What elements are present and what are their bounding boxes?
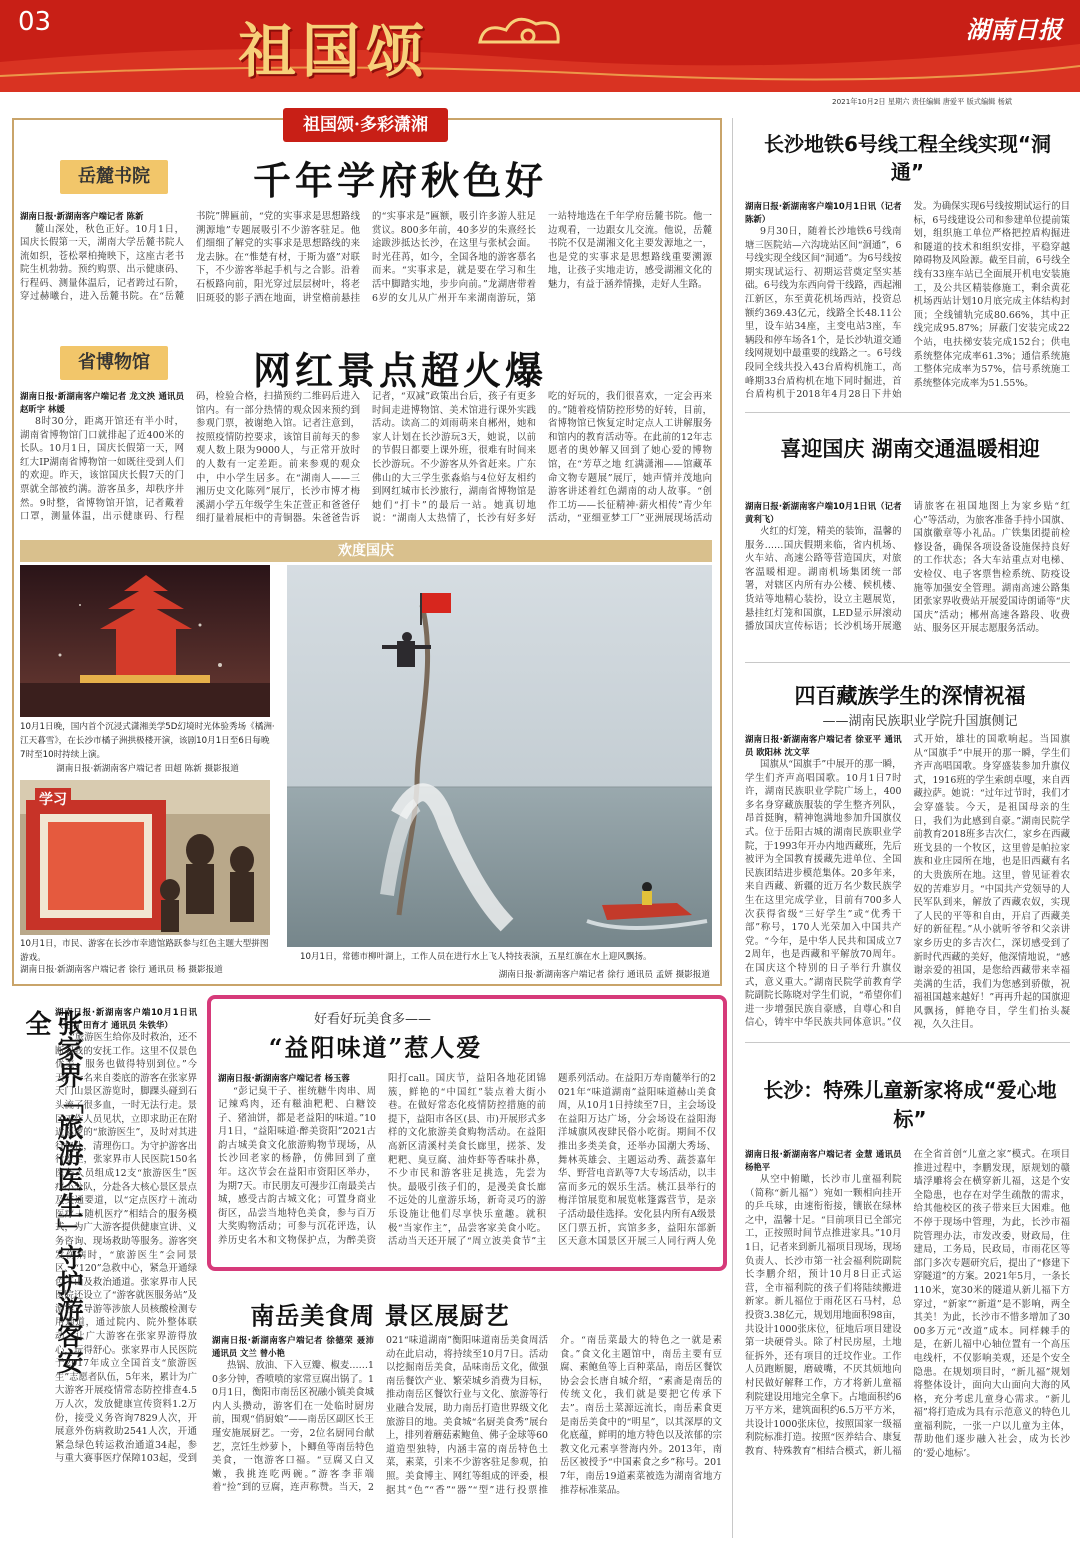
- headline-traffic-text: 喜迎国庆 湖南交通温暖相迎: [780, 437, 1040, 461]
- section-title: 祖国颂: [238, 17, 431, 85]
- headline-changsha-text: 长沙：特殊儿童新家将成“爱心地标”: [763, 1078, 1057, 1131]
- body-zhangjiajie: “旅游医生给你及时救治，还不断叙我的安抚工作。这里不仅景色优美，服务也做得特别到位。”今天，一名来自娄底的游客在张家界天门山景区游览时，脚踝头碰到石头流了很多血，一时无法行走。景区工作人员见状，立即求助正在附近巡逻的“旅游医生”，及时对其进行包扎，清理伤口。为守护游客出行安全，张家界市人民医院150名医务人员组成12支“旅游医生”医疗小分队，分赴各大核心景区景点及交通要道，以“定点医疗＋流动医疗＋随机医疗”相结合的服务模式，为广大游客提供健康宣讲、义务咨询、现场救助等服务。游客突发伤病时，“旅游医生”会同景区、“120”急救中心，紧急开通绿色下山及救治通道。张家界市人民医院还设立了“游客就医服务站”及游客、导游等涉旅人员核酸检测专用通道，通过院内、院外整体联动，让广大游客在张家界游得放心，玩得舒心。张家界市人民医院于2017年成立全国首支“旅游医生”志愿者队伍，5年来，累计为广大游客开展疫情常态防控排查4.5万人次，发放健康宣传资料1.2万份，接受义务咨询7829人次，开展意外伤病救助2541人次，开通紧急绿色转运救治通道34起，参与重大赛事医疗保障103起，受到: [55, 1032, 197, 1465]
- caption-photo1: 10月1日晚，国内首个沉浸式潇湘美学5D幻境时光体验秀场《橘洲·江天暮雪》，在长沙市橘子洲拱极楼开演，该剧10月1日至6日每晚7时至10时持续上演。: [20, 722, 275, 760]
- photo-section-title-bar: [20, 540, 712, 562]
- article-metro: [745, 200, 1070, 405]
- headline-nanyue: 南岳美食周 景区展厨艺: [250, 1301, 510, 1330]
- photo2-sign: 学习: [35, 788, 71, 810]
- body-yuelu: 麓山深处，秋色正好。10月1日，国庆长假第一天，湖南大学岳麓书院人流如织，苍松翠柏掩映下，这座古老书院生机勃勃。预约购票、出示健康码、行程码、测量体温后，记者跨过石阶，穿过赫曦台，进入岳麓书院。在“岳麓书院”牌匾前，“党的实事求是思想路线溯源地”专题展吸引不少游客驻足。他们细细了解党的实事求是思想路线的来龙去脉。在“惟楚有材，于斯为盛”对联下，不少游客举起手机与之合影。沿着石板路向前，阳光穿过层层树叶，将老旧斑驳的影子洒在地面，讲堂檐前悬挂的“实事求是”匾额，吸引许多游人驻足赏议。800多年前，40多岁的朱熹经长途跋涉抵达长沙，在这里与张栻会面。时光荏苒，如今，全国各地的游客慕名而来。“实事求是，就是要在学习和生活中脚踏实地，步步向前。”龙湖唐带着6岁的女儿从广州开车来湖南游玩，第一站特地选在千年学府岳麓书院。他一边观看，一边跟女儿交流。他说，岳麓书院不仅是湖湘文化主要发源地之一，也是党的实事求是思想路线重要溯源地，让孩子实地走访，感受湖湘文化的魅力，有益于涵养情操，走好人生路。: [20, 211, 712, 304]
- headline-tibetan: 四百藏族学生的深情祝福: [794, 684, 1026, 708]
- caption-photo3: 10月1日，常德市柳叶湖上，工作人员在进行水上飞人特技表演，五星红旗在水上迎风飘扬。: [300, 952, 652, 962]
- byline-tibetan: 湖南日报·新湖南客户端记者 徐亚平 通讯员 欧阳林 沈文苹: [745, 734, 902, 757]
- byline-nanyue: 湖南日报·新湖南客户端记者 徐德荣 聂沛 通讯员 文兰 曾小艳: [212, 1335, 374, 1358]
- article-changsha: [745, 1148, 1070, 1543]
- divider-traffic: [745, 662, 1070, 663]
- headline-changsha: [755, 1076, 1065, 1134]
- headline-museum: 网红景点超火爆: [252, 348, 547, 393]
- article-zhangjiajie: [55, 1006, 197, 1466]
- article-yuelu: [20, 210, 712, 338]
- lead-banner-label: 祖国颂·多彩潇湘: [303, 115, 428, 135]
- subhead-tibetan: ——湖南民族职业学院升国旗侧记: [822, 714, 1018, 729]
- article-traffic: [745, 500, 1070, 652]
- tag-museum-label: 省博物馆: [78, 352, 150, 373]
- byline-zhangjiajie: 湖南日报·新湖南客户端10月1日讯（记者 田育才 通讯员 朱铁华）: [55, 1007, 197, 1030]
- body-changsha: 从空中俯瞰，长沙市儿童福利院（简称“新儿福”）宛如一颗相向挂开的乒乓球，由速衔衔接，镶嵌在绿林之中，温馨十足。“目前项目已全部完工，正按照时间节点推进家具。”10月1日，记者来到新儿福项目现场，现场负责人、长沙市第一社会福利院副院长李鹏介绍，预计10月8日正式运营，全市福利院的孩子们将陆续搬进新家。新儿福位于雨花区石马村，总投资3.38亿元，规划用地面积98亩，共设计1000张床位，征地后项目建设第一块硬骨头。除了村民房屋，土地征拆外，还有项目的迁坟作业。工作人员跑断腿，磨破嘴，不厌其烦地向村民做好解释工作，方才将新儿童福利院建设用地完全拿下。占地面积约6万平方米，建筑面积约6.5万平方米，共设计1000张床位，按照国家一级福利院标准打造。按照“医养结合、康复教育、特殊教育”相结合模式，新儿福在全省首创“儿童之家”模式。在项目推进过程中，李鹏发现，原规划的赣墙浮雕将会在横穿新儿福，这是个安全隐患，也存在对学生疏散的需求，给其他校区的孩子带来巨大困难。他不停于现场中管理，为此，长沙市福院管理办法，市发改委，财政局，住建局，工务局，民政局，市雨花区等部门多次专题研究后，提出了“修建下穿隧道”的方案。2021年5月，一条长110米，宽30米的隧道从新儿福下方穿过，“新家”“新道”是不影响，两全其美！为此，长沙市不惜多增加了3000多万元“改道”成本。同样棘手的是，在新儿福中心轴位置有一个高压电线杆，不仅影响美观，还是个安全隐患。在规划项目时，“新儿福”规划将整体设计，面向大山面向大海的风格，充分考虑儿童身心需求。“新儿福”将打造成为具有示范意义的特色儿童福利院，一张一户以儿童为主体，帮助他们逐步融入社会，成为长沙的‘爱心地标’。: [745, 1149, 1070, 1460]
- photo-jetpack-flag: [287, 565, 712, 947]
- headline-traffic: [780, 434, 1040, 464]
- article-yiyang-cols: [218, 1072, 716, 1257]
- photo-pavilion-night: [20, 565, 270, 717]
- body-nanyue: 热锅、放油、下入豆瓣、椒麦……10多分钟，香喷喷的家常豆腐出锅了。10月1日，衡阳市南岳区祝融小镇美食城内人头攒动，游客们在一处临时厨房前，围观“俏厨娘”——南岳区副区长王瑾安施展厨艺。一旁，2位名厨同台献艺，烹饪生炒萝卜，卜鲫鱼等南岳特色美食，一饱游客口福。“豆腐又白又嫩，我挑连吃两碗。”游客李菲端着“捡”到的豆腐，连声称赞。当天，2021“味道湖南”衡阳味道南岳美食周活动在此启动，将持续至10月7日。活动以挖掘南岳美食，品味南岳文化，做强南岳餐饮产业、繁荣城乡消费为目标，推动南岳区餐饮行业与文化、旅游等行业融合发展，助力南岳打造世界级文化旅游目的地。美食城“名厨美食秀”展台上，排列着蘑菇素鲍鱼、佛子金球等60道造型独特，内涵丰富的南岳特色土菜，素菜，引来不少游客驻足参观，拍照。美食博主、网红等组成的评委，根据其“色”“香”“器”“型”进行投票推介。“南岳菜最大的特色之一就是素食。”食文化主题馆中，南岳主要有豆腐、素鲍鱼等上百种菜品，南岳区餐饮协会会长唐自城介绍，“素斋是南岳的传统文化，我们就是要把它传承下去”。南岳土菜源远流长，南岳素食更是南岳美食中的“明星”，以其深厚的文化底蕴，鲜明的地方特色以及浓郁的宗教文化元素享誉海内外。2013年，南岳区被授予“中国素食之乡”称号。2017年，南岳19道素菜被选为湖南省地方推荐标准菜品。: [212, 1335, 722, 1496]
- headline-metro: [760, 130, 1055, 186]
- body-metro: 9月30日，随着长沙地铁6号线南塘三医院站—六沟垅站区间“洞通”，6号线实现全线区间“洞通”。为6号线按期实现试运行、初期运营奠定坚实基础。6号线为东西向骨干线路，西起湘江新区，东至黄花机场西站，投资总额约369.43亿元，线路全长48.11公里，设车站34座，主变电站3座，车辆段和停车场各1个，是长沙轨道交通线网规划中最重要的线路之一。6号线段同全线共投入43台盾构机施工，高峰期33台盾构机在地下同时掘进，首台盾构机于2018年4月28日下井始发。为确保实现6号线按期试运行的目标，6号线建设公司和参建单位提前策划，组织施工单位严格把控盾构掘进和隧道的技术和组织安排，平稳穿越障碍物及风险源。截至目前，6号线全线有33座车站已全面展开机电安装施工，及公共区精装修施工，剩余黄花机场西站计划10月底完成主体结构封顶；全线铺轨完成80.66%，其中正线完成95.87%；屏蔽门安装完成22个站，电扶梯安装完成152台；供电系统整体完成率61.3%；通信系统施工整体完成率为57%，信号系统施工系统整体完成率为51.55%。: [745, 201, 1070, 401]
- lead-banner: [283, 108, 448, 142]
- byline-yiyang: 湖南日报·新湖南客户端记者 杨玉蓉: [218, 1073, 350, 1083]
- headline-yuelu: 千年学府秋色好: [252, 158, 547, 203]
- body-museum: 8时30分，距离开馆还有半小时，湖南省博物馆门口就排起了近400米的长队。10月1日，国庆长假第一天，网红大IP湖南省博物馆一如既往受到人们的欢迎。昨天，该馆国庆长假7天的门票就全部被约满。游客虽多，却秩序井然。9时整，省博物馆开馆，记者戴着口罩，测量体温，出示健康码、行程码，检验合格，扫描预约二维码后进入馆内。有一部分热情的观众因来预约到参观门票，被谢绝入馆。记者注意到，按照疫情防控要求，该馆目前每天的参观人数上限为9000人，与正常开放时的人数有一定差距。前来参观的观众中，中小学生居多。在“湖南人——三湘历史文化陈列”展厅，长沙市博才梅溪湖小学五年级学生朱芷萱正和爸爸仔细打量着展柜中的青铜器。朱爸爸告诉记者，“双减”政策出台后，孩子有更多时间走进博物馆、美术馆进行课外实践活动。读高二的刘雨萌来自郴州，她和家人计划在长沙游玩3天，她说，以前的节假日都要上课外班，很难有时间来长沙游玩。不少游客从外省赶来。广东佛山的大三学生张淼焰与4位好友相约到网红城市长沙旅行，湖南省博物馆是她们“打卡”的最后一站。她真切地说：“湖南人太热情了，长沙有好多好吃的好玩的，我们很喜欢，一定会再来的。”随着疫情防控形势的好转，目前，省博物馆已恢复定时定点人工讲解服务和馆内的教育活动等。在此前的12年志愿者的奥妙解又回到了她心爱的博物馆，在“芳草之地 红满潇湘——馆藏革命文物专题展”展厅，她声情并茂地向游客讲述着红色湖南的动人故事。“创作工坊——长征精神·薪火相传”青少年活动，“亚细亚梦工厂”亚洲展现场活动: [20, 391, 712, 525]
- credit-photo3: 湖南日报·新湖南客户端记者 徐行 通讯员 孟妍 摄影报道: [498, 970, 710, 980]
- byline-traffic: 湖南日报·新湖南客户端10月1日讯（记者 黄利飞）: [745, 501, 902, 524]
- byline-metro: 湖南日报·新湖南客户端10月1日讯（记者 陈新）: [745, 201, 902, 224]
- body-yiyang: “彭记臭干子、崔统糖牛肉串、周记辣鸡肉，还有糍油粑粑、白糖饺子、猪油饼，都是老益阳的味道。”10月1日，“益阳味道·醉美资阳”2021古韵古城美食文化旅游购物节现场，从长沙回老家的杨静，仿佛回到了童年。这次节会在益阳市资阳区举办，为期7天。市民朋友可漫步江南最美古城，感受古韵古城文化；可置身商业街区，品尝当地特色美食，参与百万大奖购物活动；可参与沉花评选，认养历史名木和文物保护点，为醉美资阳打call。国庆节，益阳各地花团锦簇，鲜艳的“中国红”装点着大街小巷。在做好常态化疫情防控措施的前提下，益阳市各区(县、市)开展形式多样的文化旅游美食购物活动。在益阳高新区清溪村美食长廊里，搓茶、发粑粑、臭豆腐、油炸虾等香味扑鼻，不少市民和游客驻足挑选，先尝为快。最吸引孩子们的，是漫美食长廊不远处的儿童游乐场，新奇灵巧的游乐设施让他们尽享快乐童趣。就积极“当家作主”，品尝客家美食小吃。活动当天还开展了“周立波美食节”主题系列活动。在益阳万寿南麓举行的2021年“味道湖南”益阳味道赫山美食周，从10月1日持续至7日，主会场设在益阳万达广场，分会场设在益阳海洋城旗风夜肆民俗小吃街。期间不仅推出多类美食，还举办国潮大秀场、舞林英雄会、主题运动秀、蔬荟嘉年华、野营电音趴等7大专场活动，以丰富而多元的娱乐生活。桃江县举行的梅洋馆展览和展览帐篷露营节，是亲子活动最佳选择。安化县内所有A级景区门票五折，宾馆多多，益阳东部新区天意木国景区开展三人同行两人免: [218, 1073, 716, 1248]
- body-tibetan: 国旗从“国旗手”中展开的那一瞬，学生们齐声高唱国歌。10月1日7时许，湖南民族职业学院广场上，400多名身穿藏族服装的学生整齐列队，昂首挺胸，精神饱满地参加升国旗仪式。位于岳阳古城的湖南民族职业学院，于1993年开办内地西藏班，先后被评为全国教育援藏先进单位、全国民族团结进步模范集体。20多年来，来自西藏、新疆的近万名少数民族学生在这里完成学业，目前有700多人次获得省级“三好学生”或“优秀干部”称号，170人光荣加入中国共产党。“今年，是中华人民共和国成立72周年，也是西藏和平解放70周年。在国庆这个特别的日子举行升旗仪式，意义重大。”湖南民院学前教育学院副院长陈晓对学生们说，“希望你们进一步增强民族自豪感，自尊心和自信心，铸牢中华民族共同体意识。”仪式开始，雄壮的国歌响起。当国旗从“国旗手”中展开的那一瞬，学生们齐声高唱国歌。身穿盛装参加升旗仪式，1916班的学生索朗卓嘎，来自西藏拉萨。她说：“过年过节时，我们才会穿盛装。今天，是祖国母亲的生日，我们为此感到自豪。”湖南民院学前教育2018班多吉次仁，家乡在西藏班戈县的一个牧区，这里曾是帕拉家族和业庄园所在地，也是旧西藏有名的大贵族所在地。这里，曾见证着农奴的苦难岁月。“中国共产党领导的人民军队到来，解放了西藏农奴，实现了人民的平等和自由，开启了西藏美好的新征程。”从小就听爷爷和父亲讲家乡历史的多吉次仁，深切感受到了新时代西藏的美好，他深情地说，“感谢亲爱的祖国，是您给西藏带来幸福美满的生活，我们为您感到骄傲，祝福祖国越来越好！”再再升起的国旗迎风飘扬，鲜艳夺目，学生们抬头凝视，久久注目。: [745, 734, 1070, 1031]
- caption-photo2: 10月1日，市民、游客在长沙市幸遗馆路跃参与红色主题大型拼图游戏。: [20, 939, 269, 963]
- headline-yiyang: “益阳味道”惹人爱: [268, 1033, 483, 1062]
- article-nanyue: [212, 1334, 722, 1544]
- masthead: [0, 0, 1080, 92]
- credit-photo1: 湖南日报·新湖南客户端记者 田超 陈新 摄影报道: [56, 764, 239, 774]
- credit-photo2: 湖南日报·新湖南客户端记者 徐行 通讯员 杨 摄影报道: [20, 965, 223, 975]
- divider-metro: [745, 412, 1070, 413]
- page-number: 03: [18, 7, 52, 37]
- kicker-yiyang: 好看好玩美食多——: [313, 1012, 431, 1027]
- divider-tibetan: [745, 1042, 1070, 1043]
- newspaper-logo: 湖南日报: [966, 15, 1062, 44]
- cloud-icon: [470, 8, 570, 56]
- photo-section-title: 欢度国庆: [338, 543, 394, 559]
- tag-yuelu-label: 岳麓书院: [78, 166, 150, 187]
- byline-changsha: 湖南日报·新湖南客户端记者 金慧 通讯员 杨艳平: [745, 1149, 902, 1172]
- headline-zhangjiajie: 张家界「旅游医生」守护游客安全: [21, 1010, 83, 1374]
- tag-yuelu: [60, 160, 168, 194]
- date-line: 2021年10月2日 星期六 责任编辑 唐爱平 版式编辑 杨斌: [832, 97, 1012, 106]
- tag-museum: [60, 346, 168, 380]
- headline-metro-text: 长沙地铁6号线工程全线实现“洞通”: [763, 132, 1052, 184]
- body-traffic: 火红的灯笼，精美的装饰，温馨的服务……国庆假期来临，省内机场、火车站、高速公路等营造国庆，对旅客温暖相迎。湖南机场集团统一部署，对辖区内所有办公楼、候机楼、货站等地精心装扮，设立主题展览，悬挂红灯笼和国旗，LED显示屏滚动播放国庆宣传标语；长沙机场开展邀请旅客在祖国地图上为家乡贴“红心”等活动，为旅客准备手持小国旗、国旗徽章等小礼品。广铁集团提前检修设备，确保各项设备设施保持良好的工作状态；各大车站重点对电梯、安检仪、电子客票售检系统、防疫设施等加强安全管理。湖南高速公路集团张家界收费站开展爱国诗朗诵等“庆国庆”活动；郴州高速各路段、收费站、服务区开展志愿服务活动。: [745, 501, 1070, 635]
- byline-yuelu: 湖南日报·新湖南客户端记者 陈新: [20, 211, 144, 221]
- article-tibetan: [745, 733, 1070, 1033]
- byline-museum: 湖南日报·新湖南客户端记者 龙文泱 通讯员 赵昕宇 林媛: [20, 391, 184, 414]
- article-museum: [20, 390, 712, 528]
- divider-right-column: [732, 118, 733, 1538]
